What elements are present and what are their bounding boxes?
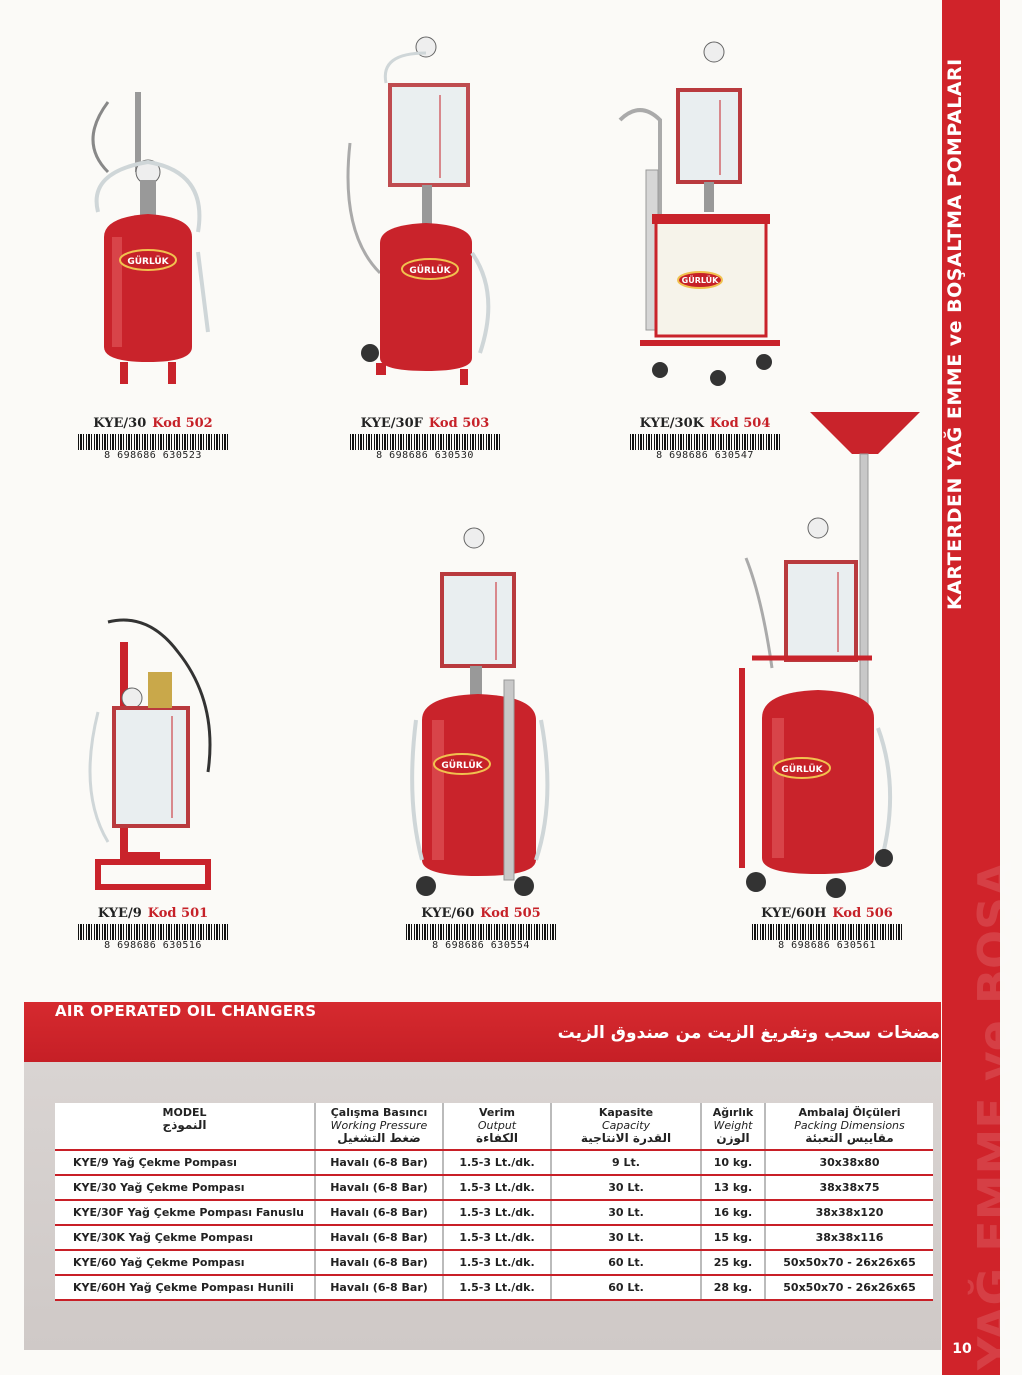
svg-text:GÜRLÜK: GÜRLÜK	[781, 765, 823, 775]
cell-output: 1.5-3 Lt./dk.	[443, 1275, 551, 1300]
caption-kye9	[68, 906, 238, 921]
barcode	[406, 924, 556, 940]
cell-capacity: 9 Lt.	[551, 1150, 701, 1175]
caption-kye60	[396, 906, 566, 921]
cell-output: 1.5-3 Lt./dk.	[443, 1150, 551, 1175]
barcode	[752, 924, 902, 940]
product-image-kye60h	[732, 408, 922, 902]
product-kye60	[396, 520, 566, 951]
product-kye9	[68, 612, 238, 951]
caption-kye30f	[340, 416, 510, 431]
cell-packing: 30x38x80	[765, 1150, 933, 1175]
cell-weight: 25 kg.	[701, 1250, 765, 1275]
cell-model: KYE/9 Yağ Çekme Pompası	[55, 1150, 315, 1175]
header-packing: Ambalaj Ölçüleri Packing Dimensions مقاييس التعبئة	[765, 1103, 933, 1150]
spine-title: KARTERDEN YAĞ EMME ve BOŞALTMA POMPALARI	[944, 58, 966, 610]
caption-kye60h	[732, 906, 922, 921]
barcode-number: 8 698686 630554	[432, 940, 530, 951]
cell-output: 1.5-3 Lt./dk.	[443, 1175, 551, 1200]
cell-capacity: 60 Lt.	[551, 1275, 701, 1300]
product-kye60h	[732, 408, 922, 951]
cell-packing: 38x38x75	[765, 1175, 933, 1200]
table-row	[55, 1175, 933, 1200]
model-label: KYE/60	[421, 906, 475, 921]
table-row	[55, 1250, 933, 1275]
cell-capacity: 30 Lt.	[551, 1200, 701, 1225]
cell-weight: 10 kg.	[701, 1150, 765, 1175]
kod-label: Kod 503	[428, 416, 490, 431]
table-row	[55, 1225, 933, 1250]
barcode	[350, 434, 500, 450]
svg-text:GÜRLÜK: GÜRLÜK	[127, 257, 169, 267]
cell-weight: 28 kg.	[701, 1275, 765, 1300]
table-header-row	[55, 1103, 933, 1150]
barcode-number: 8 698686 630523	[104, 450, 202, 461]
product-kye30f	[340, 33, 510, 461]
table-row	[55, 1200, 933, 1225]
cell-output: 1.5-3 Lt./dk.	[443, 1225, 551, 1250]
cell-packing: 38x38x116	[765, 1225, 933, 1250]
product-image-kye30f	[340, 33, 510, 412]
product-image-kye30k	[620, 40, 790, 412]
section-title: AIR OPERATED OIL CHANGERS	[55, 1002, 317, 1020]
barcode-number: 8 698686 630561	[778, 940, 876, 951]
cell-model: KYE/30K Yağ Çekme Pompası	[55, 1225, 315, 1250]
barcode	[78, 924, 228, 940]
barcode	[78, 434, 228, 450]
model-label: KYE/30F	[360, 416, 423, 431]
cell-capacity: 60 Lt.	[551, 1250, 701, 1275]
barcode-number: 8 698686 630547	[656, 450, 754, 461]
svg-text:GÜRLÜK: GÜRLÜK	[681, 276, 719, 285]
cell-weight: 16 kg.	[701, 1200, 765, 1225]
header-output: Verim Output الكفاءة	[443, 1103, 551, 1150]
table-row	[55, 1275, 933, 1300]
model-label: KYE/30	[93, 416, 147, 431]
product-kye30k	[620, 40, 790, 461]
kod-label: Kod 501	[147, 906, 209, 921]
product-kye30	[68, 62, 238, 461]
cell-pressure: Havalı (6-8 Bar)	[315, 1275, 443, 1300]
cell-capacity: 30 Lt.	[551, 1175, 701, 1200]
cell-output: 1.5-3 Lt./dk.	[443, 1200, 551, 1225]
spine-ghost-text: YAĞ EMME ve BOŞA	[968, 861, 1022, 1370]
cell-model: KYE/60 Yağ Çekme Pompası	[55, 1250, 315, 1275]
model-label: KYE/30K	[639, 416, 704, 431]
cell-pressure: Havalı (6-8 Bar)	[315, 1175, 443, 1200]
kod-label: Kod 502	[152, 416, 213, 431]
cell-pressure: Havalı (6-8 Bar)	[315, 1150, 443, 1175]
cell-model: KYE/30 Yağ Çekme Pompası	[55, 1175, 315, 1200]
header-capacity: Kapasite Capacity القدرة الانتاجية	[551, 1103, 701, 1150]
cell-packing: 50x50x70 - 26x26x65	[765, 1275, 933, 1300]
model-label: KYE/60H	[761, 906, 827, 921]
cell-model: KYE/60H Yağ Çekme Pompası Hunili	[55, 1275, 315, 1300]
cell-packing: 38x38x120	[765, 1200, 933, 1225]
cell-pressure: Havalı (6-8 Bar)	[315, 1225, 443, 1250]
kod-label: Kod 505	[480, 906, 541, 921]
svg-text:GÜRLÜK: GÜRLÜK	[409, 266, 451, 276]
section-title-arabic: مضخات سحب وتفريغ الزيت من صندوق الزيت	[557, 1023, 940, 1043]
barcode-number: 8 698686 630516	[104, 940, 202, 951]
cell-pressure: Havalı (6-8 Bar)	[315, 1200, 443, 1225]
spec-table	[55, 1103, 933, 1301]
barcode-number: 8 698686 630530	[376, 450, 474, 461]
kod-label: Kod 504	[709, 416, 771, 431]
product-image-kye30	[68, 62, 238, 412]
header-pressure: Çalışma Basıncı Working Pressure ضغط التشغيل	[315, 1103, 443, 1150]
cell-weight: 13 kg.	[701, 1175, 765, 1200]
page-number: 10	[952, 1341, 972, 1357]
kod-label: Kod 506	[832, 906, 893, 921]
cell-weight: 15 kg.	[701, 1225, 765, 1250]
table-row	[55, 1150, 933, 1175]
cell-capacity: 30 Lt.	[551, 1225, 701, 1250]
header-model: MODEL النموذج	[55, 1103, 315, 1150]
model-label: KYE/9	[97, 906, 142, 921]
caption-kye30	[68, 416, 238, 431]
cell-output: 1.5-3 Lt./dk.	[443, 1250, 551, 1275]
product-image-kye9	[68, 612, 238, 902]
cell-packing: 50x50x70 - 26x26x65	[765, 1250, 933, 1275]
header-weight: Ağırlık Weight الوزن	[701, 1103, 765, 1150]
cell-pressure: Havalı (6-8 Bar)	[315, 1250, 443, 1275]
cell-model: KYE/30F Yağ Çekme Pompası Fanuslu	[55, 1200, 315, 1225]
svg-text:GÜRLÜK: GÜRLÜK	[441, 761, 483, 771]
product-image-kye60	[396, 520, 566, 902]
